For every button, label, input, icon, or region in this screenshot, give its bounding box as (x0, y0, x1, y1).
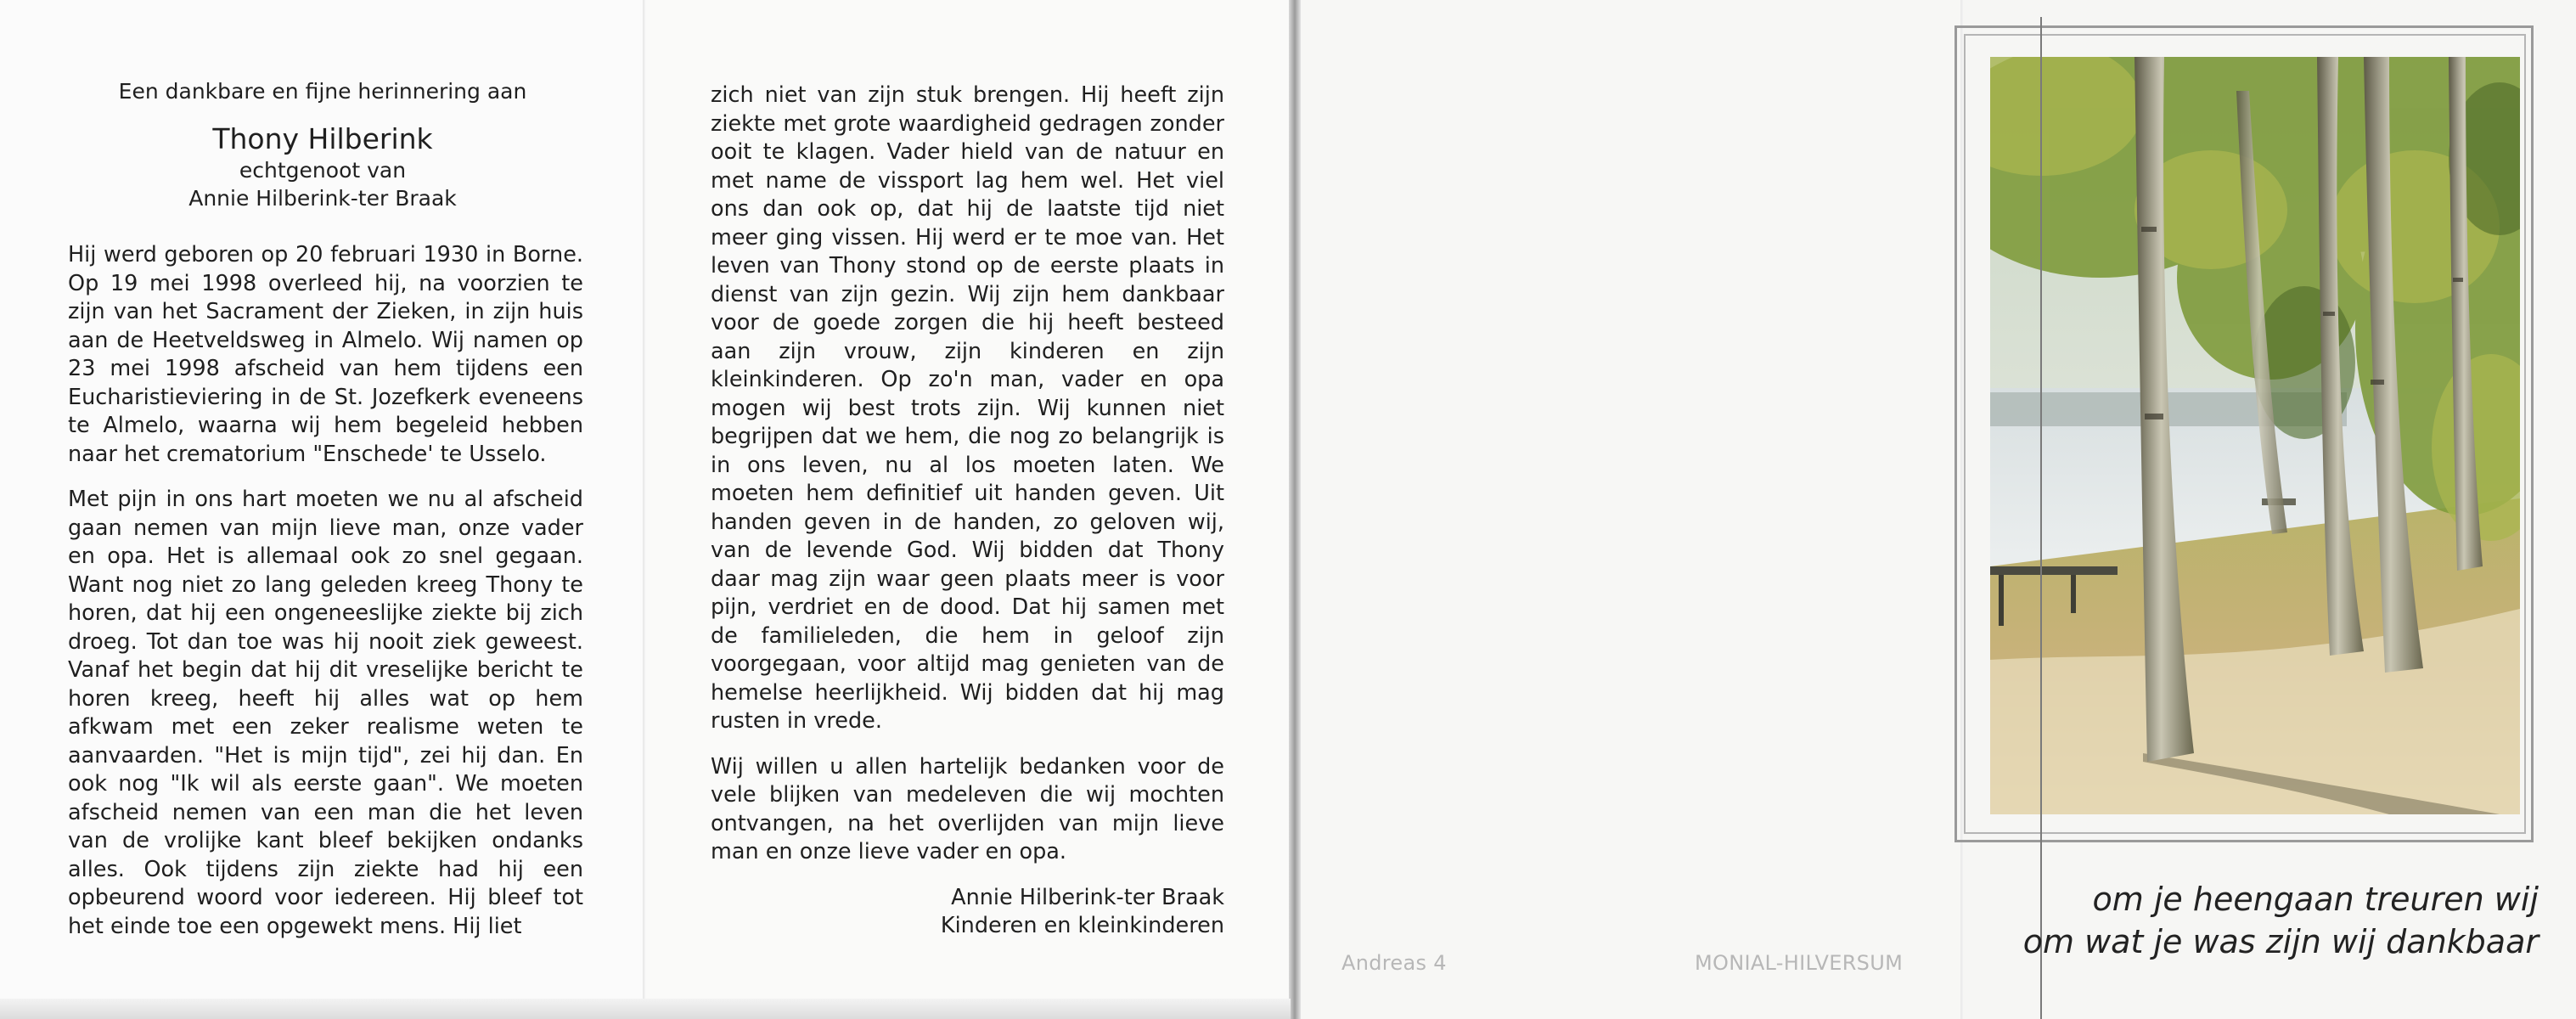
biography-column-right (711, 82, 1224, 941)
card-edge (1289, 0, 1301, 1019)
relation-line: echtgenoot van (239, 158, 407, 183)
cover-crease (2040, 17, 2042, 1019)
spouse-name: Annie Hilberink-ter Braak (188, 186, 457, 211)
publisher-label: MONIAL-HILVERSUM (1695, 951, 1904, 975)
paragraph-birth-death: Hij werd geboren op 20 februari 1930 in Borne. Op 19 mei 1998 overleed hij, na voorzien te zijn van het Sacrament der Zieken, in zijn huis aan de Heetveldsweg in Almelo. Wij namen op 23 mei 1998 afscheid van hem tijdens een Eucharistieviering in de St. Jozefkerk eveneens te Almelo, waarna wij hem begeleid hebben naar het crematorium "Enschede' te Usselo. (68, 242, 583, 467)
deceased-name: Thony Hilberink (212, 122, 433, 155)
verse-line-2: om wat je was zijn wij dankbaar (2022, 923, 2539, 960)
paragraph-life: zich niet van zijn stuk brengen. Hij heeft zijn ziekte met grote waardigheid gedragen zonder ooit te klagen. Vader hield van de natuur en met name de vissport lag hem wel. Het viel ons dan ook op, dat hij de laatste tijd niet meer ging vissen. Hij werd er te moe van. Het leven van Thony stond op de eerste plaats in dienst van zijn gezin. Wij zijn hem dankbaar voor de goede zorgen die hij heeft besteed aan zijn vrouw, zijn kinderen en zijn kleinkinderen. Op zo'n man, vader en opa mogen wij best trots zijn. Wij kunnen niet begrijpen dat we hem, die nog zo belangrijk is in ons leven, nu al los moeten laten. We moeten hem definitief uit handen geven. Uit handen geven in de handen, zo geloven wij, van de levende God. Wij bidden dat Thony daar mag zijn waar geen plaats meer is voor pijn, verdriet en de dood. Dat hij samen met de familieleden, die hem in geloof zijn voorgegaan, voor altijd mag genieten van de hemelse heerlijkheid. Wij bidden dat hij mag rusten in vrede. (711, 82, 1224, 734)
intro-line: Een dankbare en fijne herinnering aan (118, 79, 527, 104)
lake-birch-photo (1990, 57, 2520, 814)
biography-column-left (68, 241, 583, 958)
signature-family: Kinderen en kleinkinderen (940, 913, 1224, 938)
inner-fold (643, 0, 645, 1019)
card-code: Andreas 4 (1341, 951, 1447, 975)
paragraph-farewell: Met pijn in ons hart moeten we nu al afscheid gaan nemen van mijn lieve man, onze vader en opa. Het is allemaal ook zo snel gegaan. Want nog niet zo lang geleden kreeg Thony te horen, dat hij een ongeneeslijke ziekte bij zich droeg. Tot dan toe was hij nooit ziek geweest. Vanaf het begin dat hij dit vreselijke bericht te horen kreeg, heeft hij alles wat op hem afkwam met een zeker realisme weten te aanvaarden. "Het is mijn tijd", zei hij dan. En ook nog "Ik wil als eerste gaan". We moeten afscheid nemen van een man die het leven van de vrolijke kant bleef bekijken ondanks alles. Ook tijdens zijn ziekte had hij een opbeurend woord voor iedereen. Hij bleef tot het einde toe een opgewekt mens. Hij liet (68, 487, 583, 939)
verse-line-1: om je heengaan treuren wij (2092, 881, 2539, 918)
signature-spouse: Annie Hilberink-ter Braak (951, 884, 1224, 910)
paragraph-thanks: Wij willen u allen hartelijk bedanken voor de vele blijken van medeleven die wij mochten ontvangen, na het overlijden van mijn lieve man en onze lieve vader en opa. (711, 753, 1224, 864)
back-cover (1299, 0, 1961, 1019)
cover-verse (1995, 878, 2539, 963)
bottom-shadow (0, 999, 1291, 1019)
